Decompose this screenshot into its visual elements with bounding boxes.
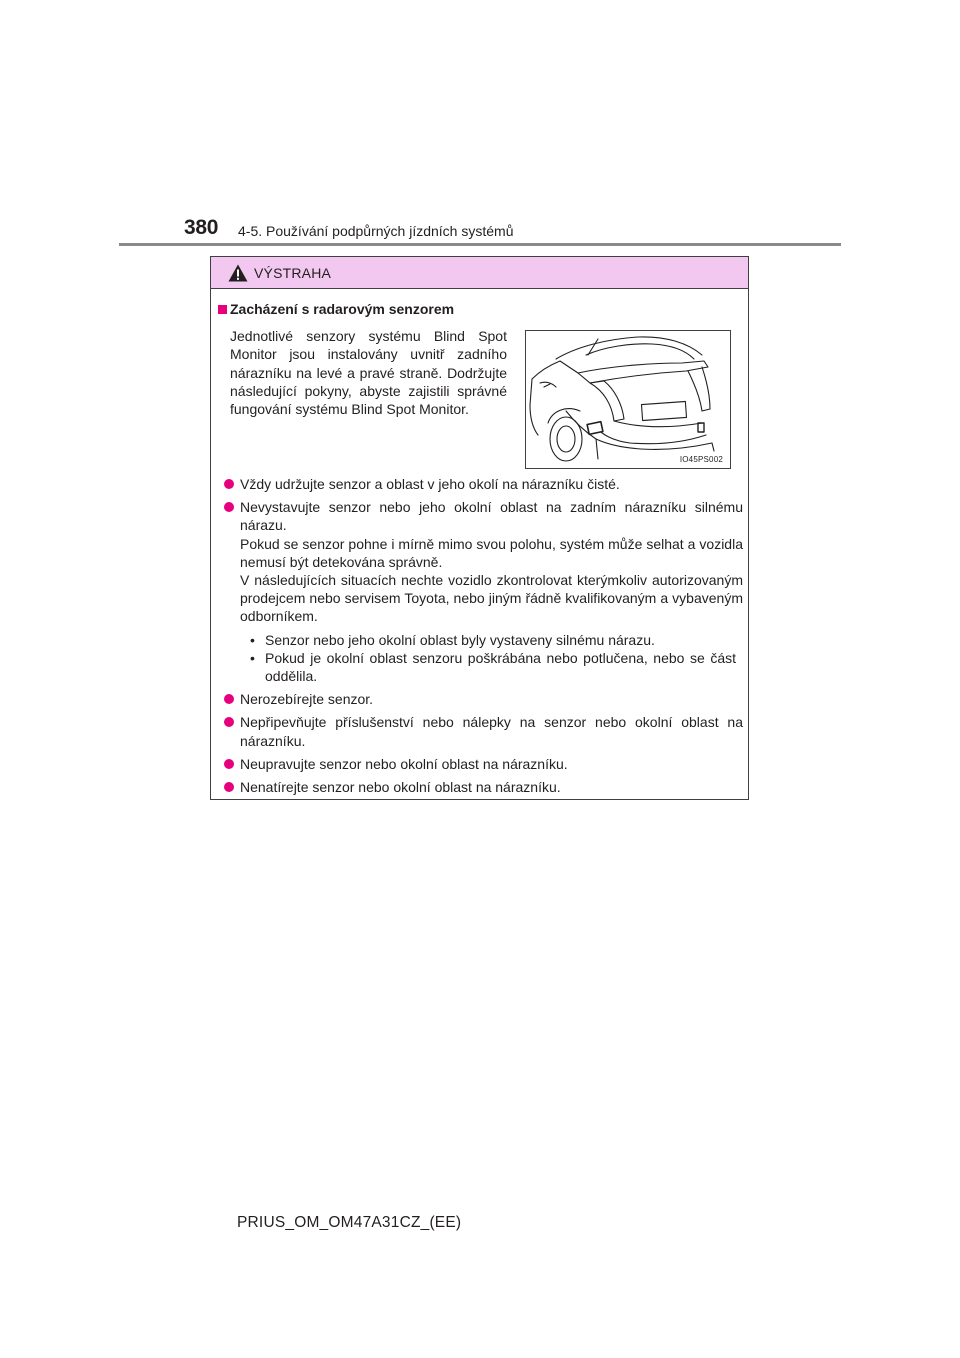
list-item-text: Vždy udržujte senzor a oblast v jeho okolí na nárazníku čisté. <box>240 476 620 492</box>
rear-bumper-illustration <box>525 330 731 469</box>
list-item-text: Nenatírejte senzor nebo okolní oblast na nárazníku. <box>240 779 561 796</box>
sub-list-item: • Senzor nebo jeho okolní oblast byly vystaveny silnému nárazu. <box>240 631 743 649</box>
list-item-text: Nepřipevňujte příslušenství nebo nálepky na senzor nebo okolní oblast na nárazníku. <box>240 714 743 749</box>
page-number: 380 <box>184 216 219 239</box>
list-item <box>211 755 750 773</box>
warning-box <box>210 256 749 800</box>
list-item <box>211 475 750 493</box>
list-item-text: Nerozebírejte senzor. <box>240 691 374 708</box>
list-item <box>211 498 750 685</box>
header-divider <box>119 243 841 246</box>
list-item-text: V následujících situacích nechte vozidlo zkontrolovat kterýmkoliv autorizovaným prodejcem nebo servisem Toyota, nebo jiným řádně kvalifikovaným a vybaveným odborníkem. <box>240 572 743 625</box>
bullet-dot-icon <box>224 717 234 727</box>
car-rear-drawing <box>526 331 731 469</box>
bullet-dot-icon <box>224 502 234 512</box>
bullet-dot-icon <box>224 694 234 704</box>
list-item <box>211 713 750 749</box>
square-bullet-icon <box>218 305 227 314</box>
warning-triangle-icon <box>228 264 248 282</box>
warning-header <box>211 257 748 289</box>
instruction-list <box>211 475 750 801</box>
sub-list-item: • Pokud je okolní oblast senzoru poškrábána nebo potlučena, nebo se část oddělila. <box>240 649 743 685</box>
intro-text: Jednotlivé senzory systému Blind Spot Monitor jsou instalovány uvnitř zadního nárazníku na levé a pravé straně. Dodržujte následující pokyny, abyste zajistili správné fungování systému Blind Spot Monitor. <box>230 328 507 418</box>
figure-code: IO45PS002 <box>679 455 723 464</box>
list-item-text: Pokud se senzor pohne i mírně mimo svou polohu, systém může selhat a vozidla nemusí být detekována správně. <box>240 535 743 570</box>
subsection-title: Zacházení s radarovým senzorem <box>230 301 455 317</box>
document-code-footer: PRIUS_OM_OM47A31CZ_(EE) <box>237 1214 462 1231</box>
warning-title: VÝSTRAHA <box>254 265 332 281</box>
list-item-text: Nevystavujte senzor nebo jeho okolní oblast na zadním nárazníku silnému nárazu. <box>240 499 743 534</box>
bullet-dot-icon <box>224 782 234 792</box>
list-item <box>211 778 750 796</box>
list-item <box>211 690 750 708</box>
bullet-dot-icon <box>224 479 234 489</box>
sub-list <box>240 631 743 686</box>
bullet-dot-icon <box>224 759 234 769</box>
section-title: 4-5. Používání podpůrných jízdních systémů <box>238 223 514 239</box>
list-item-text: Neupravujte senzor nebo okolní oblast na nárazníku. <box>240 755 568 772</box>
